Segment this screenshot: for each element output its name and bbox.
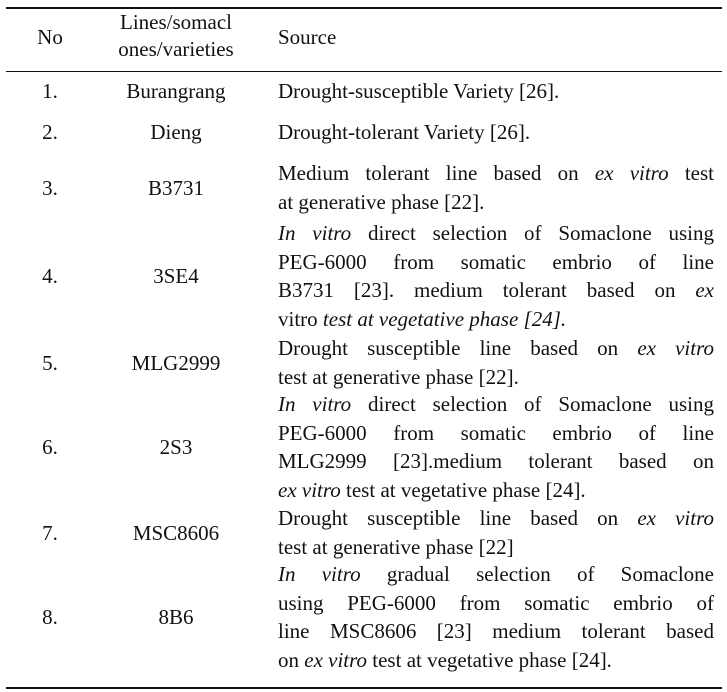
row-source <box>278 390 714 504</box>
row-line-name: MLG2999 <box>131 350 221 375</box>
row-line-name: Dieng <box>150 120 202 145</box>
row-source <box>278 560 714 674</box>
source-line: Drought susceptible line based on ex vitro <box>278 336 714 360</box>
source-line: Drought-susceptible Variety [26]. <box>278 79 560 103</box>
row-source <box>278 77 714 106</box>
row-number: 4. <box>42 264 58 288</box>
row-line-name: B3731 <box>147 175 204 200</box>
source-line: In vitro gradual selection of Somaclone <box>278 562 714 586</box>
source-line: line MSC8606 [23] medium tolerant based <box>278 619 714 643</box>
row-source <box>278 334 714 391</box>
row-source <box>278 118 714 147</box>
table-row <box>6 334 722 391</box>
row-line-name: 8B6 <box>158 605 194 629</box>
bottom-rule <box>6 687 722 689</box>
table-row <box>6 159 722 216</box>
source-line: test at generative phase [22]. <box>278 364 519 389</box>
header-source: Source <box>278 25 337 49</box>
source-line: In vitro direct selection of Somaclone using <box>278 392 714 416</box>
source-line: on ex vitro test at vegetative phase [24]. <box>278 647 612 672</box>
source-line: using PEG-6000 from somatic embrio of <box>278 590 714 615</box>
row-line-name: MSC8606 <box>132 520 220 545</box>
table-row <box>6 504 722 561</box>
source-line: test at generative phase [22] <box>278 534 514 559</box>
source-line: PEG-6000 from somatic embrio of line <box>278 420 714 445</box>
row-number: 7. <box>42 520 58 545</box>
source-line: PEG-6000 from somatic embrio of line <box>278 249 714 274</box>
table-row <box>6 219 722 333</box>
table-row <box>6 560 722 674</box>
row-number: 6. <box>42 435 58 459</box>
table-row <box>6 77 722 106</box>
table-row <box>6 118 722 147</box>
source-line: MLG2999 [23].medium tolerant based on <box>278 449 714 473</box>
source-line: at generative phase [22]. <box>278 189 485 214</box>
source-line: In vitro direct selection of Somaclone using <box>278 221 714 245</box>
header-lines: Lines/somacl ones/varieties <box>118 10 234 61</box>
row-line-name: 2S3 <box>159 435 193 459</box>
source-line: ex vitro test at vegetative phase [24]. <box>278 477 586 502</box>
row-line-name: 3SE4 <box>153 264 199 288</box>
row-number: 5. <box>42 350 58 375</box>
source-line: vitro test at vegetative phase [24]. <box>278 306 567 331</box>
source-line: Drought susceptible line based on ex vitro <box>278 506 714 530</box>
header-no: No <box>37 25 63 49</box>
row-source <box>278 219 714 333</box>
row-line-name: Burangrang <box>126 79 226 104</box>
row-number: 2. <box>42 120 58 145</box>
table-row <box>6 390 722 504</box>
row-number: 1. <box>42 79 58 104</box>
source-line: Drought-tolerant Variety [26]. <box>278 120 531 144</box>
source-line: B3731 [23]. medium tolerant based on ex <box>278 278 714 302</box>
source-line: Medium tolerant line based on ex vitro test <box>278 161 714 185</box>
row-source <box>278 159 714 216</box>
row-source <box>278 504 714 561</box>
row-number: 3. <box>42 175 58 200</box>
header-rule <box>6 71 722 72</box>
row-number: 8. <box>42 605 58 629</box>
